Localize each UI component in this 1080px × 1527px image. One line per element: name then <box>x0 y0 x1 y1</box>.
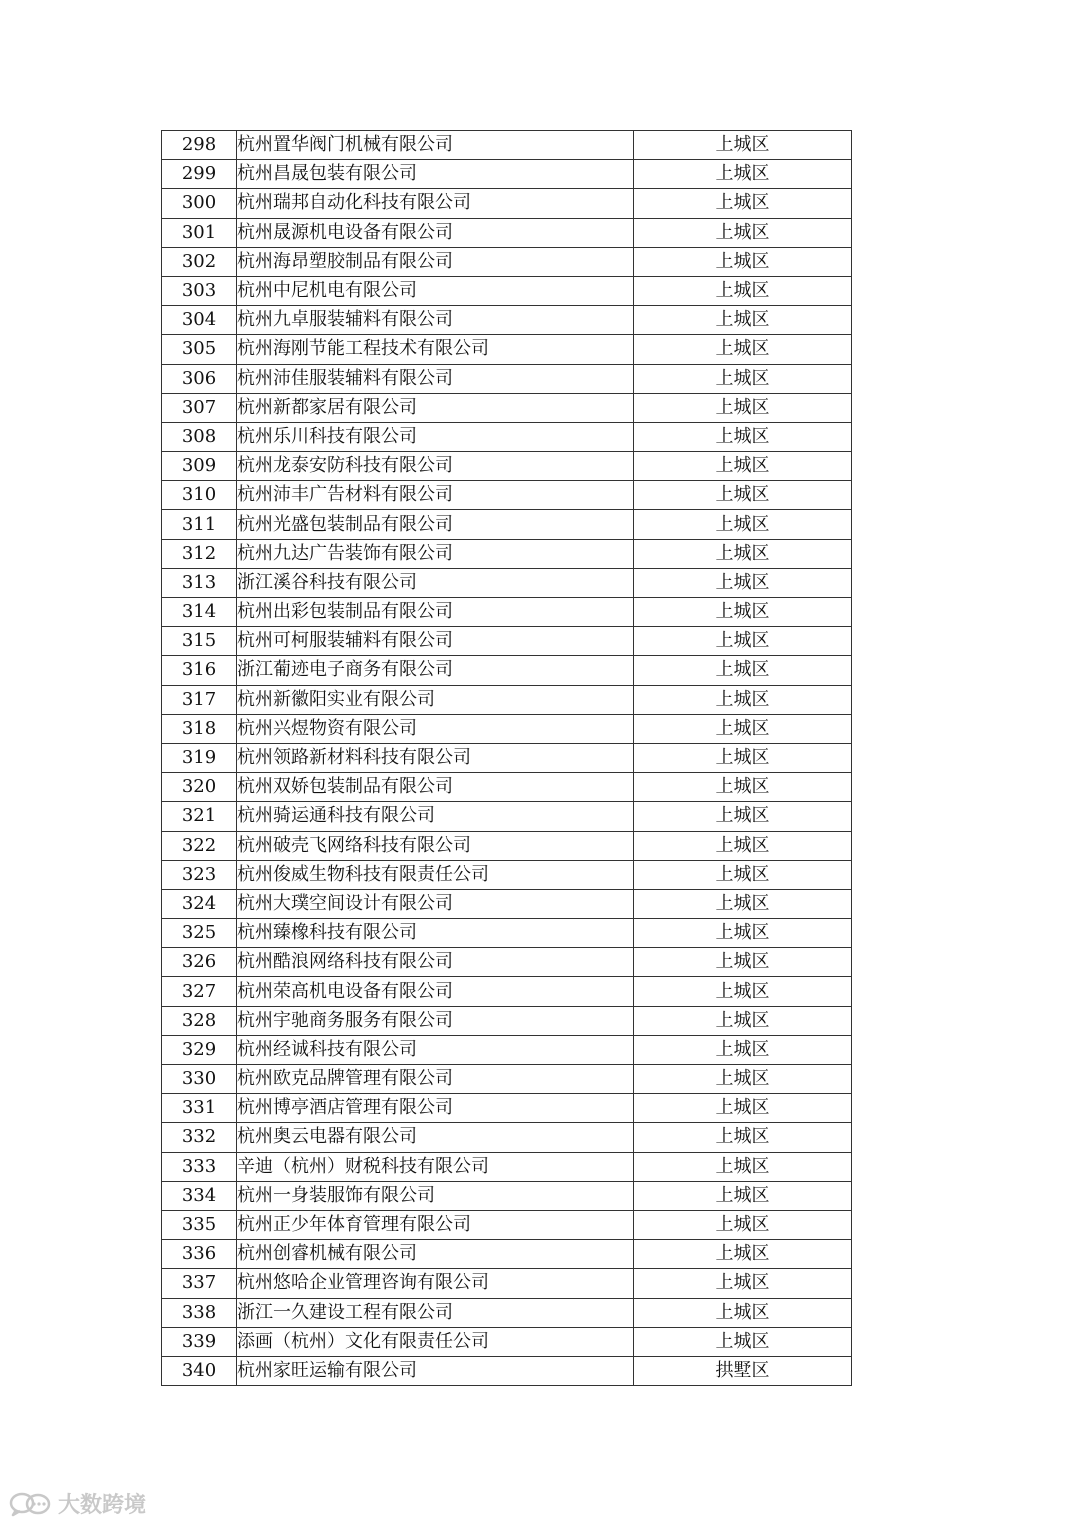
company-name: 浙江溪谷科技有限公司 <box>237 568 634 597</box>
company-name: 杭州大璞空间设计有限公司 <box>237 889 634 918</box>
district-name: 上城区 <box>634 977 852 1006</box>
company-name: 杭州奥云电器有限公司 <box>237 1123 634 1152</box>
company-name: 杭州骑运通科技有限公司 <box>237 802 634 831</box>
company-name: 杭州可柯服装辅料有限公司 <box>237 627 634 656</box>
company-name: 杭州海刚节能工程技术有限公司 <box>237 335 634 364</box>
company-name: 杭州晟源机电设备有限公司 <box>237 218 634 247</box>
district-name: 上城区 <box>634 919 852 948</box>
row-number: 329 <box>162 1035 237 1064</box>
district-name: 上城区 <box>634 1327 852 1356</box>
table-row <box>162 189 852 218</box>
table-row <box>162 1356 852 1385</box>
table-row <box>162 568 852 597</box>
table-row <box>162 422 852 451</box>
table-row <box>162 743 852 772</box>
watermark <box>8 1488 146 1519</box>
company-name: 杭州置华阀门机械有限公司 <box>237 131 634 160</box>
table-row <box>162 1327 852 1356</box>
chat-bubbles-logo-icon <box>8 1491 52 1517</box>
row-number: 301 <box>162 218 237 247</box>
district-name: 上城区 <box>634 773 852 802</box>
company-name: 杭州博亭酒店管理有限公司 <box>237 1094 634 1123</box>
row-number: 305 <box>162 335 237 364</box>
table-row <box>162 860 852 889</box>
row-number: 310 <box>162 481 237 510</box>
row-number: 339 <box>162 1327 237 1356</box>
table-row <box>162 1298 852 1327</box>
company-name: 杭州新都家居有限公司 <box>237 393 634 422</box>
district-name: 上城区 <box>634 802 852 831</box>
company-name: 杭州一身装服饰有限公司 <box>237 1181 634 1210</box>
table-row <box>162 977 852 1006</box>
company-name: 浙江葡迹电子商务有限公司 <box>237 656 634 685</box>
company-name: 杭州中尼机电有限公司 <box>237 276 634 305</box>
company-name: 杭州沛佳服装辅料有限公司 <box>237 364 634 393</box>
company-name: 杭州九达广告装饰有限公司 <box>237 539 634 568</box>
company-name: 杭州经诚科技有限公司 <box>237 1035 634 1064</box>
district-name: 上城区 <box>634 1269 852 1298</box>
row-number: 304 <box>162 306 237 335</box>
company-name: 杭州兴煜物资有限公司 <box>237 714 634 743</box>
row-number: 311 <box>162 510 237 539</box>
district-name: 上城区 <box>634 1094 852 1123</box>
company-name: 杭州欧克品牌管理有限公司 <box>237 1065 634 1094</box>
district-name: 上城区 <box>634 422 852 451</box>
watermark-text: 大数跨境 <box>58 1493 147 1518</box>
table-row <box>162 1269 852 1298</box>
company-name: 杭州荣高机电设备有限公司 <box>237 977 634 1006</box>
table-row <box>162 393 852 422</box>
company-name: 辛迪（杭州）财税科技有限公司 <box>237 1152 634 1181</box>
row-number: 312 <box>162 539 237 568</box>
district-name: 上城区 <box>634 1240 852 1269</box>
company-name: 杭州宇驰商务服务有限公司 <box>237 1006 634 1035</box>
row-number: 303 <box>162 276 237 305</box>
district-name: 上城区 <box>634 1181 852 1210</box>
table-row <box>162 714 852 743</box>
district-name: 上城区 <box>634 1210 852 1239</box>
table-row <box>162 160 852 189</box>
row-number: 318 <box>162 714 237 743</box>
company-name: 杭州俊威生物科技有限责任公司 <box>237 860 634 889</box>
district-name: 上城区 <box>634 889 852 918</box>
table-row <box>162 656 852 685</box>
company-name: 杭州昌晟包装有限公司 <box>237 160 634 189</box>
table-row <box>162 627 852 656</box>
district-name: 上城区 <box>634 1123 852 1152</box>
row-number: 332 <box>162 1123 237 1152</box>
company-name: 杭州乐川科技有限公司 <box>237 422 634 451</box>
district-name: 上城区 <box>634 714 852 743</box>
row-number: 326 <box>162 948 237 977</box>
company-name: 杭州瑞邦自动化科技有限公司 <box>237 189 634 218</box>
row-number: 314 <box>162 598 237 627</box>
row-number: 337 <box>162 1269 237 1298</box>
table-row <box>162 948 852 977</box>
row-number: 319 <box>162 743 237 772</box>
company-name: 杭州破壳飞网络科技有限公司 <box>237 831 634 860</box>
table-row <box>162 773 852 802</box>
company-name: 杭州悠哈企业管理咨询有限公司 <box>237 1269 634 1298</box>
district-name: 上城区 <box>634 539 852 568</box>
district-name: 上城区 <box>634 160 852 189</box>
row-number: 320 <box>162 773 237 802</box>
district-name: 上城区 <box>634 598 852 627</box>
table-row <box>162 364 852 393</box>
company-name: 杭州龙泰安防科技有限公司 <box>237 452 634 481</box>
district-name: 上城区 <box>634 1035 852 1064</box>
district-name: 上城区 <box>634 627 852 656</box>
row-number: 328 <box>162 1006 237 1035</box>
row-number: 307 <box>162 393 237 422</box>
table-row <box>162 452 852 481</box>
district-name: 上城区 <box>634 685 852 714</box>
district-name: 上城区 <box>634 510 852 539</box>
row-number: 315 <box>162 627 237 656</box>
row-number: 333 <box>162 1152 237 1181</box>
row-number: 298 <box>162 131 237 160</box>
company-name: 杭州新徽阳实业有限公司 <box>237 685 634 714</box>
district-name: 上城区 <box>634 247 852 276</box>
district-name: 上城区 <box>634 860 852 889</box>
table-row <box>162 510 852 539</box>
row-number: 300 <box>162 189 237 218</box>
district-name: 上城区 <box>634 831 852 860</box>
company-name: 杭州领路新材料科技有限公司 <box>237 743 634 772</box>
row-number: 302 <box>162 247 237 276</box>
company-name: 杭州沛丰广告材料有限公司 <box>237 481 634 510</box>
district-name: 上城区 <box>634 131 852 160</box>
row-number: 334 <box>162 1181 237 1210</box>
district-name: 上城区 <box>634 948 852 977</box>
table-row <box>162 306 852 335</box>
row-number: 322 <box>162 831 237 860</box>
table-row <box>162 831 852 860</box>
company-name: 杭州九卓服装辅料有限公司 <box>237 306 634 335</box>
company-name: 杭州家旺运输有限公司 <box>237 1356 634 1385</box>
company-name: 浙江一久建设工程有限公司 <box>237 1298 634 1327</box>
district-name: 上城区 <box>634 1065 852 1094</box>
table-row <box>162 218 852 247</box>
table-row <box>162 919 852 948</box>
table-body <box>162 131 852 1386</box>
row-number: 313 <box>162 568 237 597</box>
row-number: 316 <box>162 656 237 685</box>
table-row <box>162 685 852 714</box>
company-name: 杭州创睿机械有限公司 <box>237 1240 634 1269</box>
table-row <box>162 539 852 568</box>
table-row <box>162 1035 852 1064</box>
row-number: 338 <box>162 1298 237 1327</box>
table-row <box>162 1065 852 1094</box>
table-row <box>162 1181 852 1210</box>
district-name: 上城区 <box>634 276 852 305</box>
company-name: 杭州双娇包装制品有限公司 <box>237 773 634 802</box>
row-number: 336 <box>162 1240 237 1269</box>
district-name: 上城区 <box>634 743 852 772</box>
table-row <box>162 1123 852 1152</box>
table-row <box>162 335 852 364</box>
row-number: 321 <box>162 802 237 831</box>
district-name: 上城区 <box>634 1298 852 1327</box>
company-name: 杭州正少年体育管理有限公司 <box>237 1210 634 1239</box>
company-list-table <box>161 130 852 1386</box>
district-name: 上城区 <box>634 335 852 364</box>
table-row <box>162 276 852 305</box>
district-name: 拱墅区 <box>634 1356 852 1385</box>
table-row <box>162 1240 852 1269</box>
row-number: 317 <box>162 685 237 714</box>
table-row <box>162 131 852 160</box>
row-number: 340 <box>162 1356 237 1385</box>
district-name: 上城区 <box>634 306 852 335</box>
row-number: 308 <box>162 422 237 451</box>
table-row <box>162 889 852 918</box>
district-name: 上城区 <box>634 393 852 422</box>
table-row <box>162 1094 852 1123</box>
company-name: 杭州光盛包装制品有限公司 <box>237 510 634 539</box>
district-name: 上城区 <box>634 452 852 481</box>
row-number: 323 <box>162 860 237 889</box>
row-number: 327 <box>162 977 237 1006</box>
district-name: 上城区 <box>634 218 852 247</box>
company-name: 添画（杭州）文化有限责任公司 <box>237 1327 634 1356</box>
company-name: 杭州海昂塑胶制品有限公司 <box>237 247 634 276</box>
district-name: 上城区 <box>634 364 852 393</box>
district-name: 上城区 <box>634 1152 852 1181</box>
table-row <box>162 802 852 831</box>
company-name: 杭州出彩包装制品有限公司 <box>237 598 634 627</box>
district-name: 上城区 <box>634 568 852 597</box>
row-number: 299 <box>162 160 237 189</box>
row-number: 325 <box>162 919 237 948</box>
table-row <box>162 598 852 627</box>
row-number: 335 <box>162 1210 237 1239</box>
table-row <box>162 1152 852 1181</box>
table-row <box>162 247 852 276</box>
district-name: 上城区 <box>634 189 852 218</box>
district-name: 上城区 <box>634 656 852 685</box>
company-name: 杭州臻橡科技有限公司 <box>237 919 634 948</box>
company-name: 杭州酷浪网络科技有限公司 <box>237 948 634 977</box>
row-number: 330 <box>162 1065 237 1094</box>
table-row <box>162 1006 852 1035</box>
row-number: 324 <box>162 889 237 918</box>
district-name: 上城区 <box>634 1006 852 1035</box>
row-number: 309 <box>162 452 237 481</box>
district-name: 上城区 <box>634 481 852 510</box>
table-row <box>162 1210 852 1239</box>
table-row <box>162 481 852 510</box>
row-number: 331 <box>162 1094 237 1123</box>
row-number: 306 <box>162 364 237 393</box>
